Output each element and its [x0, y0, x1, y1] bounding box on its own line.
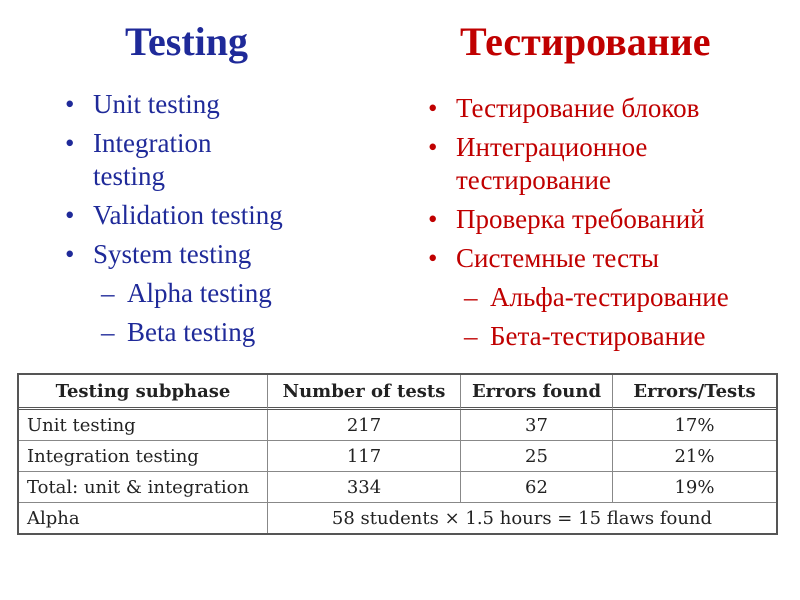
table-row	[19, 472, 776, 503]
list-item-text: Integration	[93, 128, 212, 158]
bullet-icon: •	[65, 239, 75, 269]
list-item	[65, 88, 395, 121]
bullet-icon: •	[428, 204, 438, 234]
list-item	[65, 238, 395, 271]
bullet-icon: •	[65, 89, 75, 119]
list-item-text: тестирование	[456, 165, 611, 195]
list-item-text: Системные тесты	[456, 243, 660, 273]
table-cell: 19%	[613, 472, 776, 503]
list-item-text: Бета-тестирование	[490, 321, 706, 351]
table-cell: 21%	[613, 441, 776, 472]
bullet-icon: •	[428, 93, 438, 123]
dash-icon: –	[101, 278, 115, 308]
list-item-text: testing	[93, 161, 165, 191]
table-cell: 117	[268, 441, 461, 472]
table-cell: Alpha	[19, 503, 268, 533]
list-item	[428, 131, 798, 197]
list-item-text: Unit testing	[93, 89, 220, 119]
column-header: Number of tests	[268, 375, 461, 410]
testing-results-table	[17, 373, 778, 535]
bullet-icon: •	[428, 132, 438, 162]
table-cell: 62	[461, 472, 613, 503]
sub-list-item	[65, 316, 395, 349]
list-item-text: Интеграционное	[456, 132, 648, 162]
russian-heading: Тестирование	[460, 19, 711, 64]
table-row	[19, 410, 776, 441]
english-bullet-list	[65, 88, 395, 355]
table-row-alpha	[19, 503, 776, 533]
column-header: Testing subphase	[19, 375, 268, 410]
table-cell: 25	[461, 441, 613, 472]
list-item	[65, 199, 395, 232]
column-header: Errors found	[461, 375, 613, 410]
sub-list-item	[428, 281, 798, 314]
list-item-text: Тестирование блоков	[456, 93, 700, 123]
table-header-row	[19, 375, 776, 410]
table-row	[19, 441, 776, 472]
dash-icon: –	[464, 282, 478, 312]
dash-icon: –	[464, 321, 478, 351]
alpha-summary-cell: 58 students × 1.5 hours = 15 flaws found	[331, 507, 713, 529]
table-cell: 17%	[613, 410, 776, 441]
list-item-text: System testing	[93, 239, 252, 269]
sub-list-item	[428, 320, 798, 353]
bullet-icon: •	[65, 200, 75, 230]
table-cell: 217	[268, 410, 461, 441]
english-heading: Testing	[125, 19, 249, 64]
list-item-text: Alpha testing	[127, 278, 272, 308]
list-item	[428, 242, 798, 275]
table-cell: Unit testing	[19, 410, 268, 441]
dash-icon: –	[101, 317, 115, 347]
list-item	[65, 127, 395, 193]
table-cell: Integration testing	[19, 441, 268, 472]
column-header: Errors/Tests	[613, 375, 776, 410]
table-cell: 334	[268, 472, 461, 503]
bullet-icon: •	[65, 128, 75, 158]
list-item	[428, 203, 798, 236]
list-item-text: Альфа-тестирование	[490, 282, 729, 312]
list-item-text: Проверка требований	[456, 204, 705, 234]
table-cell: Total: unit & integration	[19, 472, 268, 503]
table-cell: 37	[461, 410, 613, 441]
sub-list-item	[65, 277, 395, 310]
list-item-text: Validation testing	[93, 200, 283, 230]
list-item	[428, 92, 798, 125]
russian-bullet-list	[428, 92, 798, 359]
list-item-text: Beta testing	[127, 317, 256, 347]
bullet-icon: •	[428, 243, 438, 273]
